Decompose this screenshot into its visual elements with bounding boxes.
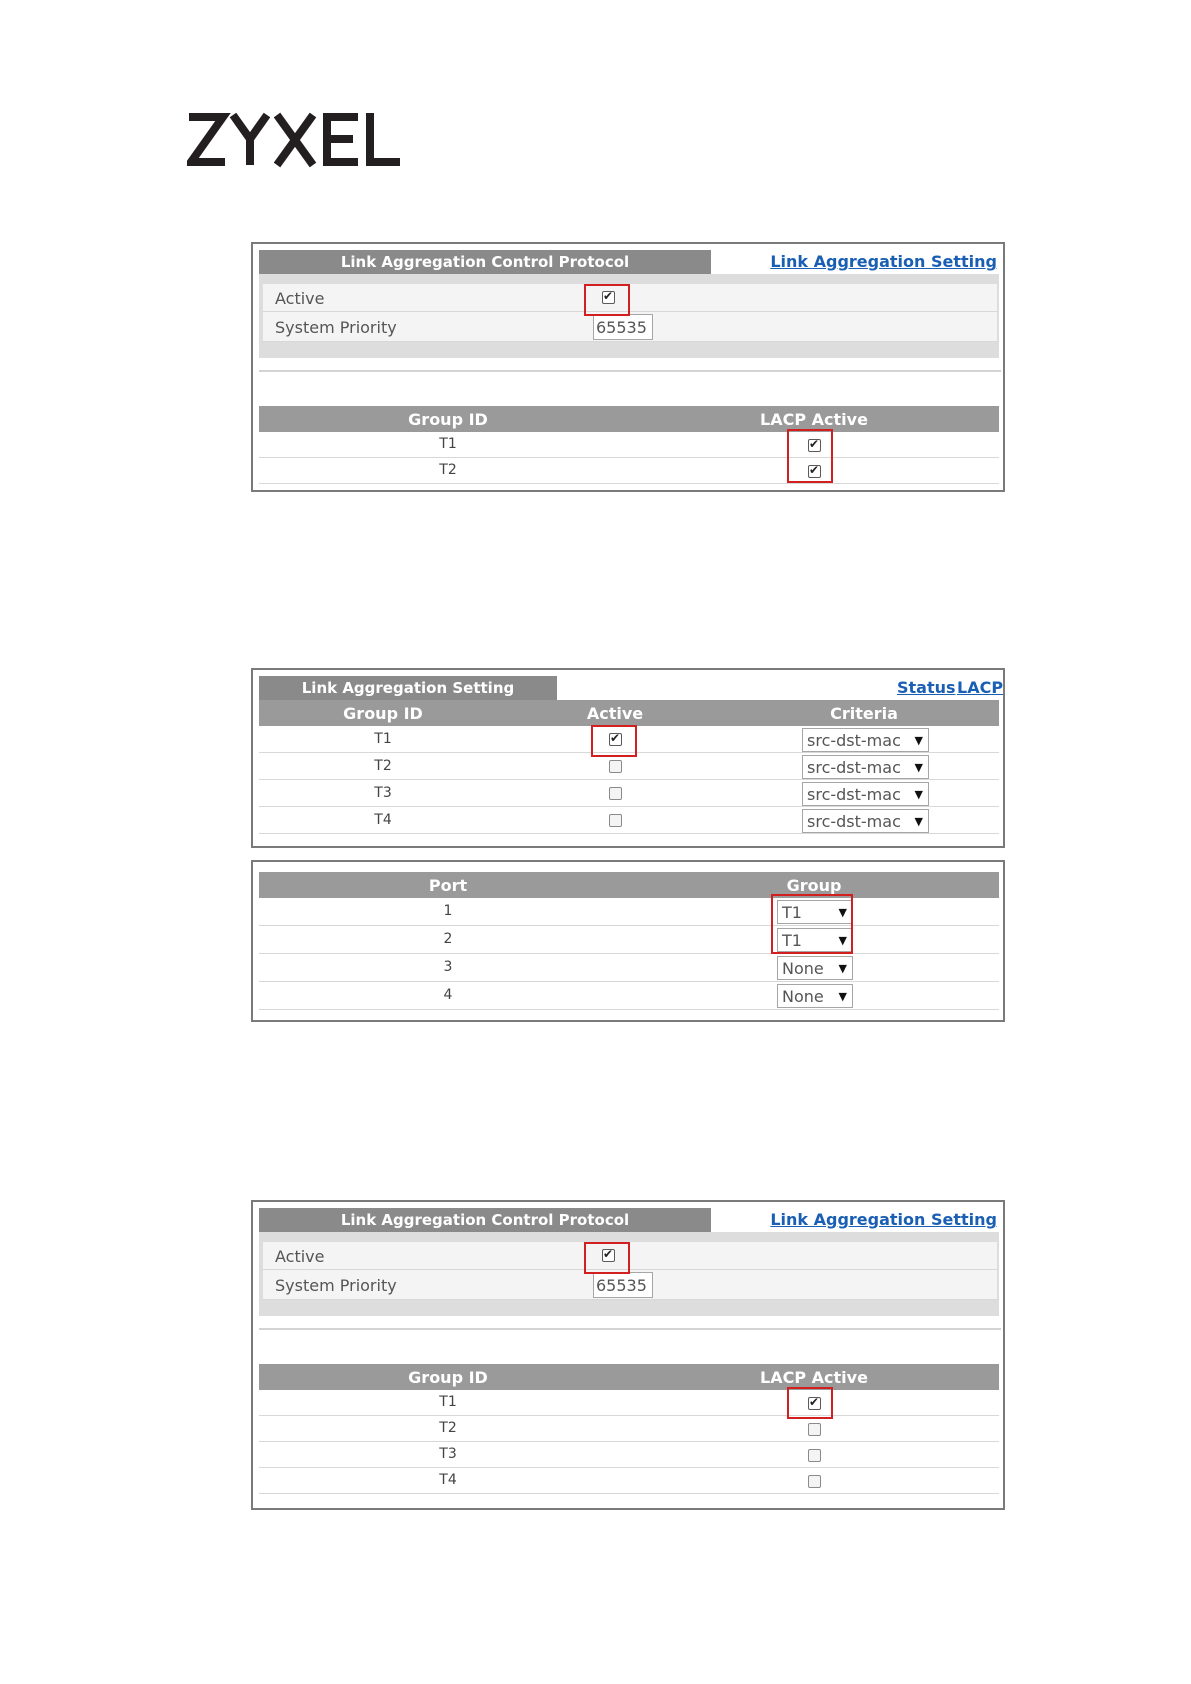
link-aggregation-setting-link[interactable]: Link Aggregation Setting	[770, 252, 997, 271]
criteria-value: src-dst-mac	[807, 784, 901, 804]
system-priority-label: System Priority	[275, 1276, 397, 1295]
zyxel-logo	[187, 112, 402, 168]
table-row	[259, 1416, 999, 1442]
highlight-active	[591, 725, 637, 757]
lacp-active-checkbox[interactable]	[808, 1475, 821, 1488]
highlight-active	[584, 284, 630, 316]
active-label: Active	[275, 1247, 325, 1266]
criteria-value: src-dst-mac	[807, 757, 901, 777]
table-row	[259, 982, 999, 1010]
setting-tab-title: Link Aggregation Setting	[259, 676, 557, 700]
group-id: T2	[439, 1420, 457, 1436]
lacp-panel-top	[251, 242, 1005, 492]
table-row	[259, 926, 999, 954]
group-value: T1	[782, 902, 802, 922]
col-group-id: Group ID	[408, 410, 488, 429]
dropdown-arrow-icon: ▼	[914, 815, 923, 828]
group-select[interactable]	[777, 956, 853, 980]
col-group-id: Group ID	[408, 1368, 488, 1387]
port-number: 3	[443, 959, 453, 975]
divider	[259, 370, 1001, 372]
table-row	[259, 432, 999, 458]
table-row	[259, 458, 999, 484]
group-id: T4	[374, 812, 392, 828]
col-group: Group	[786, 876, 842, 895]
system-priority-label: System Priority	[275, 318, 397, 337]
criteria-value: src-dst-mac	[807, 811, 901, 831]
table-row	[259, 1390, 999, 1416]
table-row	[259, 954, 999, 982]
dropdown-arrow-icon: ▼	[914, 734, 923, 747]
port-number: 1	[443, 903, 453, 919]
setting-table-header	[259, 700, 999, 726]
col-criteria: Criteria	[830, 704, 898, 723]
status-link[interactable]: Status	[897, 678, 956, 697]
table-row	[259, 1468, 999, 1494]
group-value: None	[782, 958, 824, 978]
dropdown-arrow-icon: ▼	[914, 788, 923, 801]
dropdown-arrow-icon: ▼	[838, 962, 847, 975]
port-group-panel	[251, 860, 1005, 1022]
active-label: Active	[275, 289, 325, 308]
group-id: T3	[439, 1446, 457, 1462]
highlight-group	[771, 894, 853, 954]
group-id: T1	[374, 731, 392, 747]
active-row	[263, 284, 997, 312]
group-id: T4	[439, 1472, 457, 1488]
group-id: T3	[374, 785, 392, 801]
active-checkbox[interactable]	[609, 787, 622, 800]
highlight-active	[584, 1242, 630, 1274]
criteria-select[interactable]	[802, 782, 929, 806]
group-id: T2	[374, 758, 392, 774]
group-id: T1	[439, 436, 457, 452]
group-id: T1	[439, 1394, 457, 1410]
group-value: None	[782, 986, 824, 1006]
lacp-panel-bottom	[251, 1200, 1005, 1510]
table-row	[259, 898, 999, 926]
criteria-select[interactable]	[802, 755, 929, 779]
highlight-lacp-active	[787, 429, 833, 483]
criteria-select[interactable]	[802, 728, 929, 752]
lacp-active-checkbox[interactable]	[808, 1423, 821, 1436]
system-priority-input[interactable]: 65535	[593, 1272, 653, 1298]
col-lacp-active: LACP Active	[760, 410, 868, 429]
lacp-tab-title: Link Aggregation Control Protocol	[259, 250, 711, 274]
lacp-link[interactable]: LACP	[957, 678, 1004, 697]
link-aggregation-setting-link[interactable]: Link Aggregation Setting	[770, 1210, 997, 1229]
divider	[259, 1328, 1001, 1330]
dropdown-arrow-icon: ▼	[914, 761, 923, 774]
group-select[interactable]	[777, 984, 853, 1008]
table-row	[259, 753, 999, 780]
system-priority-row	[263, 312, 997, 342]
active-checkbox[interactable]	[609, 814, 622, 827]
lacp-table-header	[259, 1364, 999, 1390]
port-table-header	[259, 872, 999, 898]
system-priority-input[interactable]: 65535	[593, 314, 653, 340]
group-value: T1	[782, 930, 802, 950]
col-lacp-active: LACP Active	[760, 1368, 868, 1387]
criteria-value: src-dst-mac	[807, 730, 901, 750]
table-row	[259, 780, 999, 807]
lacp-tab-title: Link Aggregation Control Protocol	[259, 1208, 711, 1232]
port-number: 2	[443, 931, 453, 947]
port-number: 4	[443, 987, 453, 1003]
criteria-select[interactable]	[802, 809, 929, 833]
dropdown-arrow-icon: ▼	[838, 990, 847, 1003]
col-active: Active	[586, 704, 644, 723]
table-row	[259, 807, 999, 834]
link-aggregation-setting-panel	[251, 668, 1005, 848]
col-port: Port	[428, 876, 468, 895]
highlight-lacp-active	[787, 1387, 833, 1419]
lacp-table-header	[259, 406, 999, 432]
lacp-active-checkbox[interactable]	[808, 1449, 821, 1462]
system-priority-row	[263, 1270, 997, 1300]
dropdown-arrow-icon: ▼	[838, 906, 847, 919]
active-row	[263, 1242, 997, 1270]
table-row	[259, 1442, 999, 1468]
group-id: T2	[439, 462, 457, 478]
active-checkbox[interactable]	[609, 760, 622, 773]
col-group-id: Group ID	[343, 704, 423, 723]
dropdown-arrow-icon: ▼	[838, 934, 847, 947]
